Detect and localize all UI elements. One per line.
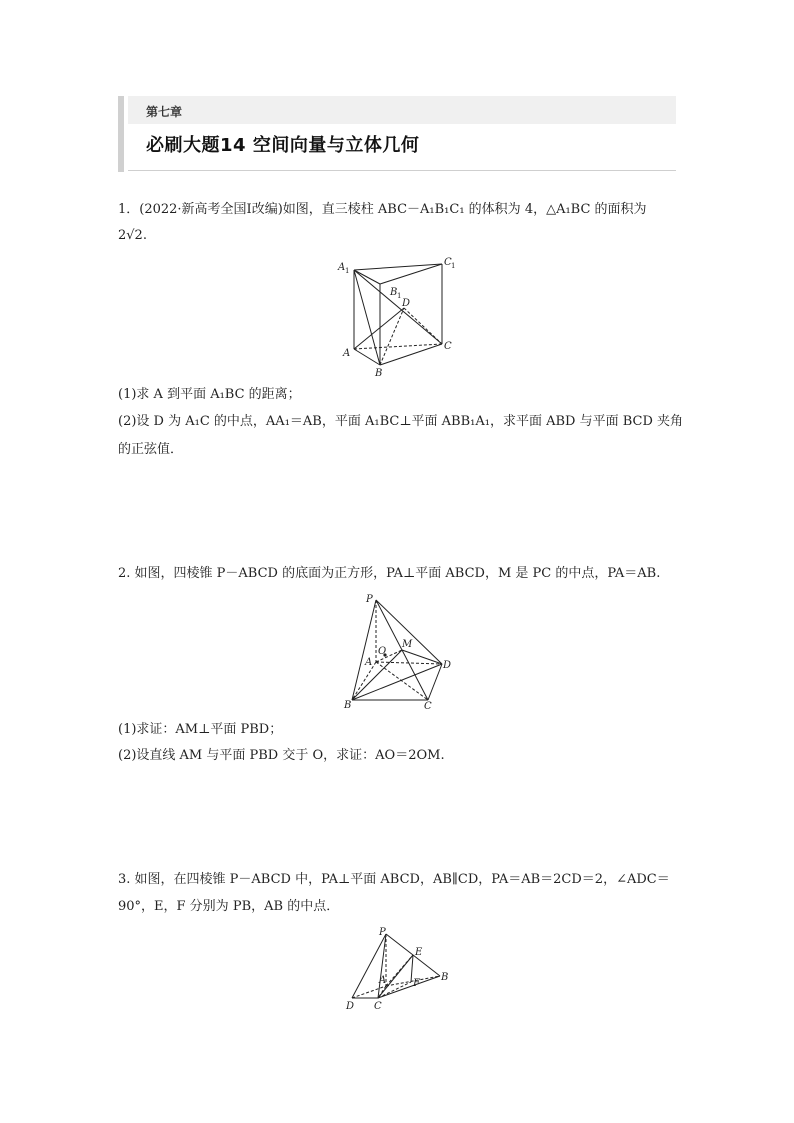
fig1-label-B1-sub: 1 — [397, 292, 402, 300]
fig3-label-C: C — [374, 1001, 382, 1012]
fig1-label-B: B — [375, 368, 383, 379]
header-accent-bar — [118, 96, 124, 172]
fig1-label-C: C — [444, 341, 452, 352]
chapter-header — [118, 96, 676, 172]
problem-3-line-2: 90°，E，F 分别为 PB，AB 的中点． — [118, 899, 340, 914]
problem-2-part-2: (2)设直线 AM 与平面 PBD 交于 O，求证：AO＝2OM. — [118, 748, 445, 763]
fig3-label-B: B — [441, 972, 449, 983]
fig3-label-F: F — [413, 978, 420, 989]
problem-3-line-1: 3. 如图，在四棱锥 P－ABCD 中，PA⊥平面 ABCD，AB∥CD，PA＝AB＝2CD＝2，∠ADC＝ — [118, 872, 670, 887]
fig3-label-P: P — [379, 927, 386, 938]
problem-1-line-1: 1．(2022·新高考全国Ⅰ改编)如图，直三棱柱 ABC－A₁B₁C₁ 的体积为 4，△A₁BC 的面积为 — [118, 202, 647, 217]
page-title: 必刷大题14 空间向量与立体几何 — [146, 135, 420, 156]
fig2-label-B: B — [344, 700, 352, 711]
chapter-label: 第七章 — [146, 105, 183, 119]
fig2-label-P: P — [366, 594, 373, 605]
problem-1-figure — [330, 252, 470, 384]
fig3-label-A: A — [379, 975, 387, 986]
problem-1-line-2: 2√2. — [118, 228, 147, 243]
fig2-label-M: M — [402, 639, 413, 650]
header-divider — [128, 170, 676, 171]
problem-2-line-1: 2. 如图，四棱锥 P－ABCD 的底面为正方形，PA⊥平面 ABCD，M 是 PC 的中点，PA＝AB. — [118, 566, 661, 581]
fig2-label-D: D — [443, 660, 452, 671]
fig1-label-B1: B — [390, 287, 398, 298]
fig1-label-C1-sub: 1 — [451, 262, 456, 270]
fig2-label-C: C — [424, 701, 432, 712]
problem-1-part-2-line-2: 的正弦值． — [118, 442, 184, 457]
fig1-label-C1: C — [444, 257, 452, 268]
problem-1-part-1: (1)求 A 到平面 A₁BC 的距离； — [118, 387, 301, 402]
fig1-label-A1-sub: 1 — [345, 267, 350, 275]
problem-3-figure — [340, 924, 460, 1020]
fig1-label-A: A — [343, 348, 351, 359]
fig2-label-O: O — [378, 646, 387, 657]
problem-2-part-1: (1)求证：AM⊥平面 PBD； — [118, 722, 283, 737]
fig3-label-E: E — [415, 947, 423, 958]
header-top-band — [128, 96, 676, 124]
fig1-label-D: D — [402, 298, 411, 309]
problem-2-figure — [338, 590, 458, 716]
fig1-label-A1: A — [338, 262, 346, 273]
fig2-label-A: A — [365, 657, 373, 668]
fig3-label-D: D — [346, 1001, 355, 1012]
problem-1-part-2-line-1: (2)设 D 为 A₁C 的中点，AA₁＝AB，平面 A₁BC⊥平面 ABB₁A₁，求平面 ABD 与平面 BCD 夹角 — [118, 414, 684, 429]
